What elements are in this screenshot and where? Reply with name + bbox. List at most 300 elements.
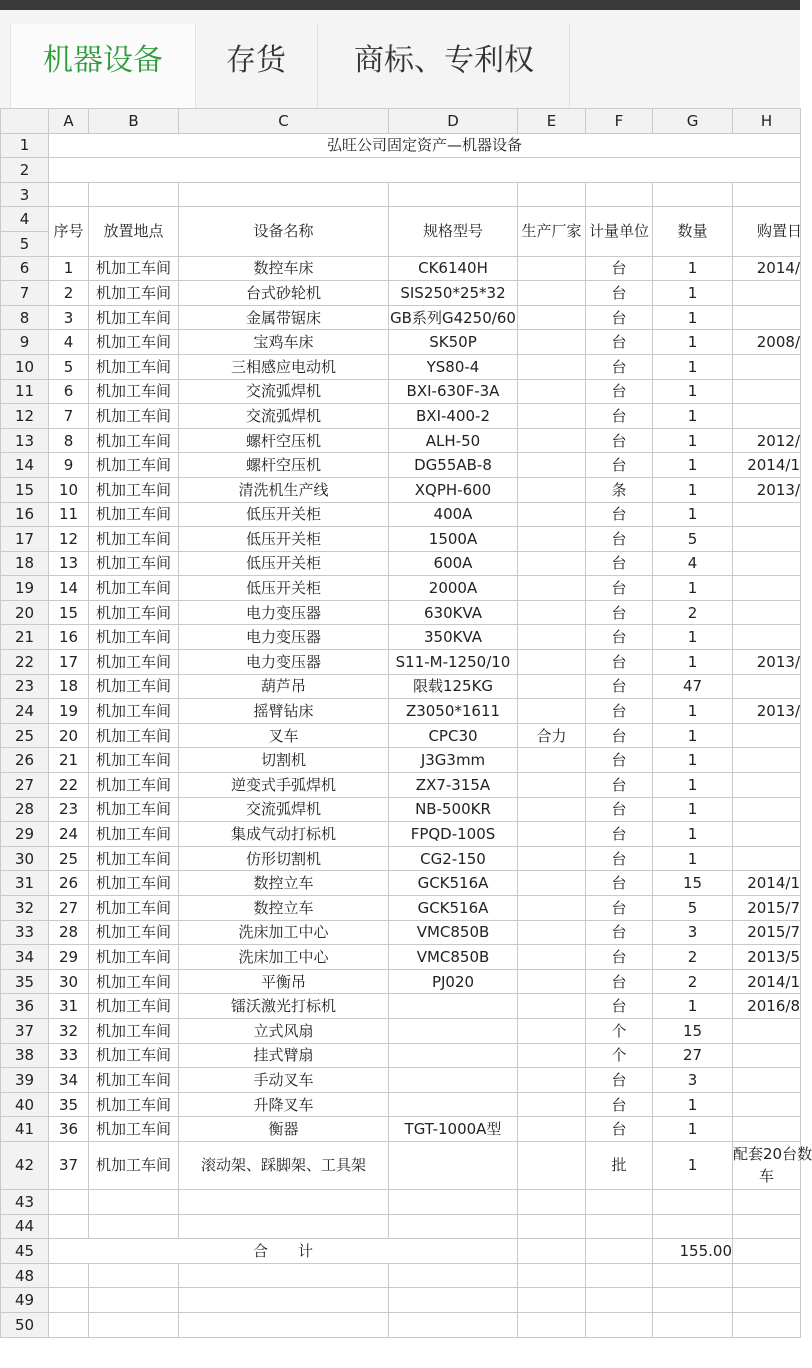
cell-location[interactable]: 机加工车间 bbox=[89, 797, 179, 822]
cell[interactable] bbox=[518, 1312, 586, 1337]
cell-quantity[interactable]: 5 bbox=[653, 896, 733, 921]
cell-no[interactable]: 2 bbox=[49, 281, 89, 306]
row-header[interactable]: 41 bbox=[1, 1117, 49, 1142]
cell-quantity[interactable]: 1 bbox=[653, 699, 733, 724]
cell-equipment-name[interactable]: 洗床加工中心 bbox=[179, 920, 389, 945]
cell[interactable] bbox=[389, 1263, 518, 1288]
cell[interactable] bbox=[89, 1312, 179, 1337]
cell-quantity[interactable]: 1 bbox=[653, 477, 733, 502]
cell-unit[interactable]: 台 bbox=[586, 1092, 653, 1117]
cell-unit[interactable]: 台 bbox=[586, 1068, 653, 1093]
cell[interactable] bbox=[586, 1312, 653, 1337]
row-header[interactable]: 45 bbox=[1, 1239, 49, 1264]
cell-maker[interactable] bbox=[518, 1018, 586, 1043]
cell-unit[interactable]: 台 bbox=[586, 896, 653, 921]
cell-quantity[interactable]: 2 bbox=[653, 945, 733, 970]
cell-location[interactable]: 机加工车间 bbox=[89, 1068, 179, 1093]
cell-equipment-name[interactable]: 螺杆空压机 bbox=[179, 428, 389, 453]
cell-quantity[interactable]: 3 bbox=[653, 1068, 733, 1093]
cell-purchase-date[interactable]: 2013/5 bbox=[733, 945, 801, 970]
cell-quantity[interactable]: 1 bbox=[653, 428, 733, 453]
row-header[interactable]: 10 bbox=[1, 354, 49, 379]
cell-no[interactable]: 14 bbox=[49, 576, 89, 601]
cell[interactable] bbox=[389, 1288, 518, 1313]
cell-unit[interactable]: 个 bbox=[586, 1043, 653, 1068]
cell-model[interactable]: XQPH-600 bbox=[389, 477, 518, 502]
cell-unit[interactable]: 台 bbox=[586, 527, 653, 552]
cell[interactable] bbox=[49, 1214, 89, 1239]
cell-unit[interactable]: 台 bbox=[586, 428, 653, 453]
cell-location[interactable]: 机加工车间 bbox=[89, 527, 179, 552]
cell-unit[interactable]: 台 bbox=[586, 920, 653, 945]
cell[interactable] bbox=[49, 1189, 89, 1214]
cell-no[interactable]: 26 bbox=[49, 871, 89, 896]
row-header[interactable]: 8 bbox=[1, 305, 49, 330]
row-header[interactable]: 17 bbox=[1, 527, 49, 552]
cell[interactable] bbox=[653, 1189, 733, 1214]
cell[interactable] bbox=[733, 1288, 801, 1313]
row-header[interactable]: 25 bbox=[1, 723, 49, 748]
cell-equipment-name[interactable]: 清洗机生产线 bbox=[179, 477, 389, 502]
cell-unit[interactable]: 台 bbox=[586, 281, 653, 306]
cell-purchase-date[interactable]: 2013/ bbox=[733, 477, 801, 502]
cell-no[interactable]: 18 bbox=[49, 674, 89, 699]
row-header[interactable]: 35 bbox=[1, 969, 49, 994]
cell-no[interactable]: 36 bbox=[49, 1117, 89, 1142]
cell-purchase-date[interactable]: 2013/ bbox=[733, 699, 801, 724]
cell-purchase-date[interactable] bbox=[733, 846, 801, 871]
cell-maker[interactable] bbox=[518, 379, 586, 404]
cell-equipment-name[interactable]: 电力变压器 bbox=[179, 625, 389, 650]
cell-location[interactable]: 机加工车间 bbox=[89, 773, 179, 798]
header-no[interactable]: 序号 bbox=[49, 207, 89, 256]
cell-unit[interactable]: 条 bbox=[586, 477, 653, 502]
cell-location[interactable]: 机加工车间 bbox=[89, 822, 179, 847]
row-header[interactable]: 44 bbox=[1, 1214, 49, 1239]
cell-model[interactable]: CPC30 bbox=[389, 723, 518, 748]
select-all-corner[interactable] bbox=[1, 109, 49, 134]
row-header[interactable]: 4 bbox=[1, 207, 49, 232]
cell-model[interactable]: BXI-400-2 bbox=[389, 404, 518, 429]
cell-unit[interactable]: 个 bbox=[586, 1018, 653, 1043]
cell-quantity[interactable]: 2 bbox=[653, 600, 733, 625]
cell-quantity[interactable]: 1 bbox=[653, 453, 733, 478]
cell-purchase-date[interactable] bbox=[733, 1043, 801, 1068]
cell-quantity[interactable]: 1 bbox=[653, 354, 733, 379]
cell[interactable] bbox=[586, 182, 653, 207]
cell-no[interactable]: 17 bbox=[49, 650, 89, 675]
cell-no[interactable]: 11 bbox=[49, 502, 89, 527]
cell[interactable] bbox=[586, 1239, 653, 1264]
cell-equipment-name[interactable]: 镭沃激光打标机 bbox=[179, 994, 389, 1019]
cell-no[interactable]: 30 bbox=[49, 969, 89, 994]
column-header-b[interactable]: B bbox=[89, 109, 179, 134]
cell-location[interactable]: 机加工车间 bbox=[89, 969, 179, 994]
cell-equipment-name[interactable]: 升降叉车 bbox=[179, 1092, 389, 1117]
cell[interactable] bbox=[586, 1214, 653, 1239]
row-header[interactable]: 24 bbox=[1, 699, 49, 724]
column-header-g[interactable]: G bbox=[653, 109, 733, 134]
cell-equipment-name[interactable]: 手动叉车 bbox=[179, 1068, 389, 1093]
row-header[interactable]: 3 bbox=[1, 182, 49, 207]
cell-no[interactable]: 35 bbox=[49, 1092, 89, 1117]
cell-unit[interactable]: 台 bbox=[586, 625, 653, 650]
row-header[interactable]: 11 bbox=[1, 379, 49, 404]
cell-unit[interactable]: 台 bbox=[586, 502, 653, 527]
cell-location[interactable]: 机加工车间 bbox=[89, 674, 179, 699]
cell-no[interactable]: 32 bbox=[49, 1018, 89, 1043]
cell-unit[interactable]: 台 bbox=[586, 674, 653, 699]
cell-location[interactable]: 机加工车间 bbox=[89, 994, 179, 1019]
cell[interactable] bbox=[179, 182, 389, 207]
cell-equipment-name[interactable]: 数控车床 bbox=[179, 256, 389, 281]
cell-model[interactable] bbox=[389, 1141, 518, 1189]
blank-cell[interactable] bbox=[49, 158, 801, 183]
cell-model[interactable]: BXI-630F-3A bbox=[389, 379, 518, 404]
header-unit[interactable]: 计量单位 bbox=[586, 207, 653, 256]
cell-purchase-date[interactable]: 2014/1 bbox=[733, 453, 801, 478]
cell-location[interactable]: 机加工车间 bbox=[89, 354, 179, 379]
cell-no[interactable]: 21 bbox=[49, 748, 89, 773]
cell[interactable] bbox=[49, 182, 89, 207]
row-header[interactable]: 33 bbox=[1, 920, 49, 945]
cell-unit[interactable]: 台 bbox=[586, 773, 653, 798]
cell-maker[interactable] bbox=[518, 896, 586, 921]
cell-equipment-name[interactable]: 交流弧焊机 bbox=[179, 404, 389, 429]
cell-maker[interactable] bbox=[518, 453, 586, 478]
cell-equipment-name[interactable]: 台式砂轮机 bbox=[179, 281, 389, 306]
cell-no[interactable]: 6 bbox=[49, 379, 89, 404]
cell-purchase-date[interactable] bbox=[733, 1141, 812, 1189]
cell-model[interactable]: ZX7-315A bbox=[389, 773, 518, 798]
cell-unit[interactable]: 台 bbox=[586, 650, 653, 675]
cell-location[interactable]: 机加工车间 bbox=[89, 846, 179, 871]
cell[interactable] bbox=[653, 1288, 733, 1313]
cell-unit[interactable]: 台 bbox=[586, 822, 653, 847]
row-header[interactable]: 15 bbox=[1, 477, 49, 502]
cell-no[interactable]: 23 bbox=[49, 797, 89, 822]
cell-unit[interactable]: 台 bbox=[586, 379, 653, 404]
cell-equipment-name[interactable]: 洗床加工中心 bbox=[179, 945, 389, 970]
column-header-c[interactable]: C bbox=[179, 109, 389, 134]
row-header[interactable]: 49 bbox=[1, 1288, 49, 1313]
cell-model[interactable]: SIS250*25*32 bbox=[389, 281, 518, 306]
cell-unit[interactable]: 台 bbox=[586, 404, 653, 429]
cell-quantity[interactable]: 1 bbox=[653, 502, 733, 527]
row-header[interactable]: 9 bbox=[1, 330, 49, 355]
cell-equipment-name[interactable]: 滚动架、踩脚架、工具架 bbox=[179, 1141, 389, 1189]
cell-purchase-date[interactable] bbox=[733, 354, 801, 379]
cell-location[interactable]: 机加工车间 bbox=[89, 1117, 179, 1142]
cell[interactable] bbox=[49, 1288, 89, 1313]
header-purchase-date[interactable]: 购置日 bbox=[733, 207, 801, 256]
tab-trademark-patent[interactable]: 商标、专利权 bbox=[354, 43, 534, 78]
cell[interactable] bbox=[733, 1214, 801, 1239]
cell-location[interactable]: 机加工车间 bbox=[89, 453, 179, 478]
cell-model[interactable] bbox=[389, 994, 518, 1019]
cell-maker[interactable] bbox=[518, 502, 586, 527]
cell-maker[interactable] bbox=[518, 1092, 586, 1117]
cell-quantity[interactable]: 15 bbox=[653, 871, 733, 896]
header-equipment-name[interactable]: 设备名称 bbox=[179, 207, 389, 256]
cell-maker[interactable] bbox=[518, 477, 586, 502]
cell[interactable] bbox=[389, 1312, 518, 1337]
cell-maker[interactable] bbox=[518, 551, 586, 576]
cell-equipment-name[interactable]: 电力变压器 bbox=[179, 600, 389, 625]
cell-maker[interactable] bbox=[518, 1141, 586, 1189]
cell-quantity[interactable]: 1 bbox=[653, 256, 733, 281]
cell-location[interactable]: 机加工车间 bbox=[89, 256, 179, 281]
cell-equipment-name[interactable]: 立式风扇 bbox=[179, 1018, 389, 1043]
cell-purchase-date[interactable] bbox=[733, 600, 801, 625]
header-quantity[interactable]: 数量 bbox=[653, 207, 733, 256]
cell-no[interactable]: 27 bbox=[49, 896, 89, 921]
cell-no[interactable]: 1 bbox=[49, 256, 89, 281]
cell[interactable] bbox=[586, 1263, 653, 1288]
cell-location[interactable]: 机加工车间 bbox=[89, 748, 179, 773]
cell-model[interactable]: 600A bbox=[389, 551, 518, 576]
cell-no[interactable]: 8 bbox=[49, 428, 89, 453]
cell-maker[interactable]: 合力 bbox=[518, 723, 586, 748]
cell[interactable] bbox=[179, 1189, 389, 1214]
row-header[interactable]: 38 bbox=[1, 1043, 49, 1068]
cell-location[interactable]: 机加工车间 bbox=[89, 650, 179, 675]
column-header-d[interactable]: D bbox=[389, 109, 518, 134]
cell-unit[interactable]: 台 bbox=[586, 699, 653, 724]
cell-location[interactable]: 机加工车间 bbox=[89, 281, 179, 306]
cell-maker[interactable] bbox=[518, 256, 586, 281]
cell-location[interactable]: 机加工车间 bbox=[89, 871, 179, 896]
cell-location[interactable]: 机加工车间 bbox=[89, 920, 179, 945]
cell-maker[interactable] bbox=[518, 1043, 586, 1068]
cell-equipment-name[interactable]: 电力变压器 bbox=[179, 650, 389, 675]
cell-unit[interactable]: 台 bbox=[586, 600, 653, 625]
cell-quantity[interactable]: 5 bbox=[653, 527, 733, 552]
cell[interactable] bbox=[179, 1214, 389, 1239]
cell-unit[interactable]: 台 bbox=[586, 256, 653, 281]
cell-maker[interactable] bbox=[518, 625, 586, 650]
cell-maker[interactable] bbox=[518, 600, 586, 625]
cell-equipment-name[interactable]: 叉车 bbox=[179, 723, 389, 748]
cell-model[interactable]: 2000A bbox=[389, 576, 518, 601]
cell-quantity[interactable]: 1 bbox=[653, 797, 733, 822]
cell-unit[interactable]: 台 bbox=[586, 1117, 653, 1142]
cell-purchase-date[interactable] bbox=[733, 305, 801, 330]
cell-no[interactable]: 4 bbox=[49, 330, 89, 355]
cell-model[interactable]: NB-500KR bbox=[389, 797, 518, 822]
cell-equipment-name[interactable]: 低压开关柜 bbox=[179, 551, 389, 576]
row-header[interactable]: 31 bbox=[1, 871, 49, 896]
cell[interactable] bbox=[518, 1263, 586, 1288]
cell-maker[interactable] bbox=[518, 404, 586, 429]
cell-unit[interactable]: 台 bbox=[586, 453, 653, 478]
cell-equipment-name[interactable]: 衡器 bbox=[179, 1117, 389, 1142]
cell-location[interactable]: 机加工车间 bbox=[89, 502, 179, 527]
row-header[interactable]: 6 bbox=[1, 256, 49, 281]
row-header[interactable]: 42 bbox=[1, 1141, 49, 1189]
cell[interactable] bbox=[733, 1239, 801, 1264]
cell-purchase-date[interactable] bbox=[733, 576, 801, 601]
row-header[interactable]: 32 bbox=[1, 896, 49, 921]
row-header[interactable]: 39 bbox=[1, 1068, 49, 1093]
cell[interactable] bbox=[653, 1263, 733, 1288]
cell-maker[interactable] bbox=[518, 330, 586, 355]
cell-model[interactable]: 400A bbox=[389, 502, 518, 527]
cell-location[interactable]: 机加工车间 bbox=[89, 551, 179, 576]
row-header[interactable]: 21 bbox=[1, 625, 49, 650]
row-header[interactable]: 2 bbox=[1, 158, 49, 183]
cell-purchase-date[interactable]: 2012/ bbox=[733, 428, 801, 453]
cell-maker[interactable] bbox=[518, 1117, 586, 1142]
cell-location[interactable]: 机加工车间 bbox=[89, 1092, 179, 1117]
cell-location[interactable]: 机加工车间 bbox=[89, 428, 179, 453]
cell-purchase-date[interactable]: 2014/1 bbox=[733, 969, 801, 994]
row-header[interactable]: 34 bbox=[1, 945, 49, 970]
cell-location[interactable]: 机加工车间 bbox=[89, 699, 179, 724]
cell-model[interactable]: GB系列G4250/60 bbox=[389, 305, 518, 330]
cell-unit[interactable]: 台 bbox=[586, 945, 653, 970]
cell-no[interactable]: 7 bbox=[49, 404, 89, 429]
cell-no[interactable]: 3 bbox=[49, 305, 89, 330]
row-header[interactable]: 40 bbox=[1, 1092, 49, 1117]
row-header[interactable]: 1 bbox=[1, 133, 49, 158]
cell-model[interactable]: CG2-150 bbox=[389, 846, 518, 871]
column-header-e[interactable]: E bbox=[518, 109, 586, 134]
cell-equipment-name[interactable]: 三相感应电动机 bbox=[179, 354, 389, 379]
cell-model[interactable]: VMC850B bbox=[389, 945, 518, 970]
cell-quantity[interactable]: 4 bbox=[653, 551, 733, 576]
cell-maker[interactable] bbox=[518, 797, 586, 822]
cell-equipment-name[interactable]: 交流弧焊机 bbox=[179, 797, 389, 822]
cell[interactable] bbox=[653, 1214, 733, 1239]
row-header[interactable]: 16 bbox=[1, 502, 49, 527]
cell-location[interactable]: 机加工车间 bbox=[89, 896, 179, 921]
cell-purchase-date[interactable] bbox=[733, 551, 801, 576]
row-header[interactable]: 28 bbox=[1, 797, 49, 822]
cell[interactable] bbox=[518, 182, 586, 207]
cell-model[interactable]: TGT-1000A型 bbox=[389, 1117, 518, 1142]
cell-equipment-name[interactable]: 切割机 bbox=[179, 748, 389, 773]
cell-model[interactable]: S11-M-1250/10 bbox=[389, 650, 518, 675]
cell-unit[interactable]: 台 bbox=[586, 576, 653, 601]
cell-purchase-date[interactable] bbox=[733, 723, 801, 748]
cell[interactable] bbox=[89, 1288, 179, 1313]
row-header[interactable]: 50 bbox=[1, 1312, 49, 1337]
cell-no[interactable]: 25 bbox=[49, 846, 89, 871]
cell-purchase-date[interactable] bbox=[733, 797, 801, 822]
cell-purchase-date[interactable]: 2013/ bbox=[733, 650, 801, 675]
cell-maker[interactable] bbox=[518, 699, 586, 724]
cell-unit[interactable]: 台 bbox=[586, 969, 653, 994]
total-quantity-cell[interactable]: 155.00 bbox=[653, 1239, 733, 1264]
cell-purchase-date[interactable]: 2016/8 bbox=[733, 994, 801, 1019]
cell-model[interactable]: FPQD-100S bbox=[389, 822, 518, 847]
cell-quantity[interactable]: 1 bbox=[653, 846, 733, 871]
cell-quantity[interactable]: 1 bbox=[653, 994, 733, 1019]
cell-maker[interactable] bbox=[518, 1068, 586, 1093]
cell-unit[interactable]: 台 bbox=[586, 354, 653, 379]
cell-purchase-date[interactable]: 2014/1 bbox=[733, 871, 801, 896]
cell[interactable] bbox=[586, 1288, 653, 1313]
cell-maker[interactable] bbox=[518, 305, 586, 330]
cell-unit[interactable]: 台 bbox=[586, 330, 653, 355]
header-model[interactable]: 规格型号 bbox=[389, 207, 518, 256]
cell-equipment-name[interactable]: 交流弧焊机 bbox=[179, 379, 389, 404]
cell-model[interactable]: CK6140H bbox=[389, 256, 518, 281]
cell-maker[interactable] bbox=[518, 994, 586, 1019]
row-header[interactable]: 18 bbox=[1, 551, 49, 576]
cell-location[interactable]: 机加工车间 bbox=[89, 404, 179, 429]
cell-unit[interactable]: 批 bbox=[586, 1141, 653, 1189]
cell-no[interactable]: 13 bbox=[49, 551, 89, 576]
cell-quantity[interactable]: 47 bbox=[653, 674, 733, 699]
cell-equipment-name[interactable]: 挂式臂扇 bbox=[179, 1043, 389, 1068]
row-header[interactable]: 36 bbox=[1, 994, 49, 1019]
cell-model[interactable]: 限载125KG bbox=[389, 674, 518, 699]
cell-quantity[interactable]: 1 bbox=[653, 1117, 733, 1142]
cell-no[interactable]: 16 bbox=[49, 625, 89, 650]
cell-quantity[interactable]: 1 bbox=[653, 773, 733, 798]
cell-location[interactable]: 机加工车间 bbox=[89, 723, 179, 748]
cell-purchase-date[interactable] bbox=[733, 1018, 801, 1043]
row-header[interactable]: 27 bbox=[1, 773, 49, 798]
cell-model[interactable]: DG55AB-8 bbox=[389, 453, 518, 478]
cell-equipment-name[interactable]: 集成气动打标机 bbox=[179, 822, 389, 847]
cell[interactable] bbox=[733, 182, 801, 207]
cell-purchase-date[interactable] bbox=[733, 773, 801, 798]
header-location[interactable]: 放置地点 bbox=[89, 207, 179, 256]
cell-maker[interactable] bbox=[518, 428, 586, 453]
row-header[interactable]: 14 bbox=[1, 453, 49, 478]
cell-no[interactable]: 20 bbox=[49, 723, 89, 748]
column-header-a[interactable]: A bbox=[49, 109, 89, 134]
row-header[interactable]: 26 bbox=[1, 748, 49, 773]
cell-purchase-date[interactable] bbox=[733, 674, 801, 699]
cell-maker[interactable] bbox=[518, 527, 586, 552]
cell-equipment-name[interactable]: 摇臂钻床 bbox=[179, 699, 389, 724]
cell-purchase-date[interactable]: 2014/ bbox=[733, 256, 801, 281]
row-header[interactable]: 22 bbox=[1, 650, 49, 675]
sheet-title-cell[interactable]: 弘旺公司固定资产—机器设备 bbox=[49, 133, 801, 158]
cell-equipment-name[interactable]: 逆变式手弧焊机 bbox=[179, 773, 389, 798]
row-header[interactable]: 5 bbox=[1, 231, 49, 256]
cell-no[interactable]: 15 bbox=[49, 600, 89, 625]
cell-no[interactable]: 24 bbox=[49, 822, 89, 847]
cell-purchase-date[interactable]: 2015/7 bbox=[733, 896, 801, 921]
row-header[interactable]: 23 bbox=[1, 674, 49, 699]
row-header[interactable]: 20 bbox=[1, 600, 49, 625]
cell[interactable] bbox=[89, 1263, 179, 1288]
cell-model[interactable]: 1500A bbox=[389, 527, 518, 552]
cell-quantity[interactable]: 1 bbox=[653, 1141, 733, 1189]
cell-quantity[interactable]: 3 bbox=[653, 920, 733, 945]
cell-equipment-name[interactable]: 低压开关柜 bbox=[179, 502, 389, 527]
cell[interactable] bbox=[389, 1189, 518, 1214]
cell-maker[interactable] bbox=[518, 650, 586, 675]
cell-quantity[interactable]: 1 bbox=[653, 404, 733, 429]
cell-quantity[interactable]: 1 bbox=[653, 330, 733, 355]
cell[interactable] bbox=[733, 1263, 801, 1288]
cell-model[interactable]: Z3050*1611 bbox=[389, 699, 518, 724]
cell[interactable] bbox=[389, 182, 518, 207]
cell[interactable] bbox=[518, 1189, 586, 1214]
cell-unit[interactable]: 台 bbox=[586, 748, 653, 773]
cell-unit[interactable]: 台 bbox=[586, 551, 653, 576]
cell-no[interactable]: 28 bbox=[49, 920, 89, 945]
cell-no[interactable]: 34 bbox=[49, 1068, 89, 1093]
row-header[interactable]: 37 bbox=[1, 1018, 49, 1043]
cell-no[interactable]: 12 bbox=[49, 527, 89, 552]
